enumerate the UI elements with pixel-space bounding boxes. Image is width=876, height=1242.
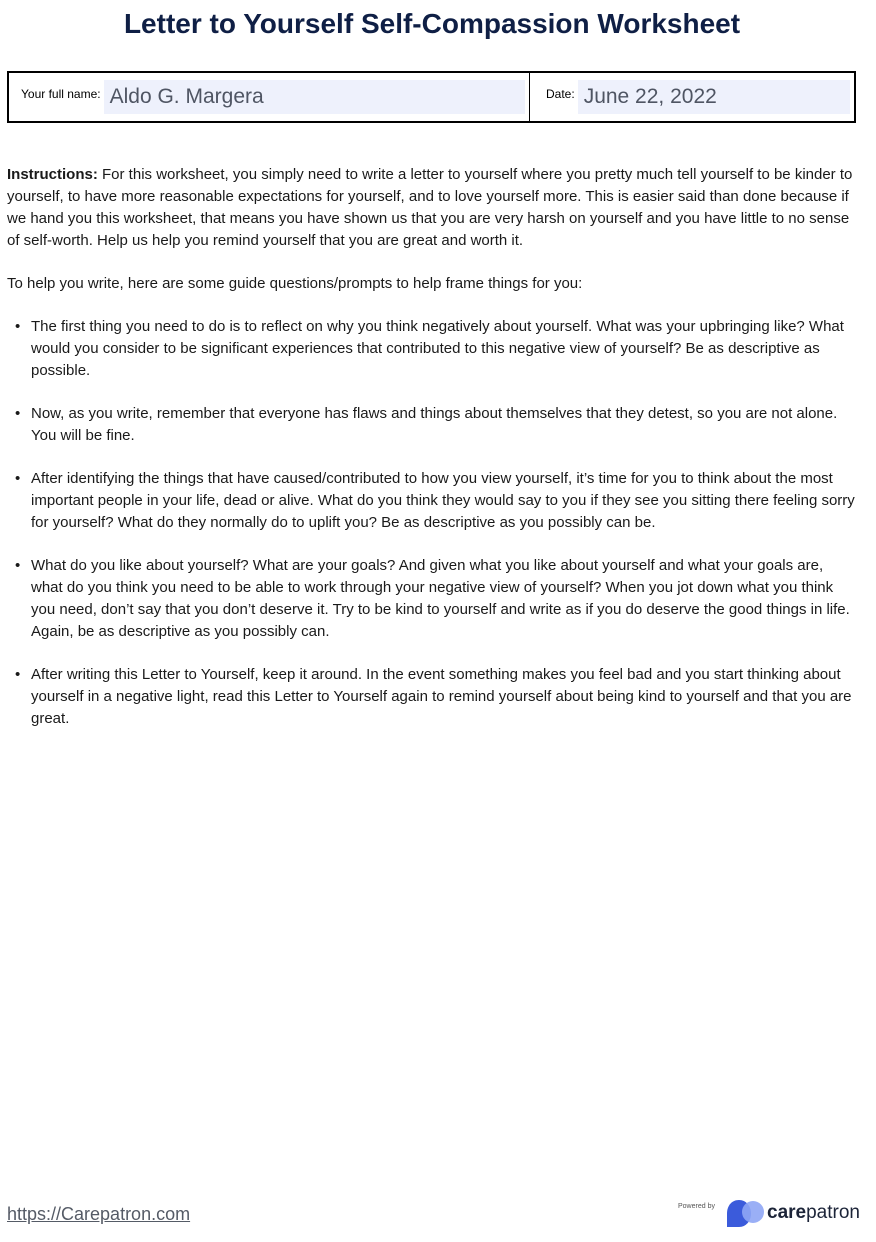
- prompt-text: The first thing you need to do is to reflect on why you think negatively about yourself. What was your upbringing like? What would you consider to be significant experiences that contributed to this negative view of yourself? Be as descriptive as possible.: [31, 318, 844, 379]
- prompt-text: What do you like about yourself? What are your goals? And given what you like about yourself and what your goals are, what do you think you need to be able to work through your negative view of yourself? When you jot down what you think you need, don’t say that you don’t deserve it. Try to be kind to yourself and write as if you do deserve the good things in life. Again, be as descriptive as you possibly can.: [31, 557, 850, 640]
- carepatron-logo-text: [767, 1202, 860, 1224]
- intro-paragraph: To help you write, here are some guide questions/prompts to help frame things for you:: [7, 275, 583, 292]
- prompt-text: Now, as you write, remember that everyone has flaws and things about themselves that they detest, so you are not alone. You will be fine.: [31, 405, 838, 444]
- date-cell: [530, 73, 854, 121]
- worksheet-body: [7, 164, 857, 751]
- prompt-list: [7, 316, 857, 730]
- instructions-label: Instructions:: [7, 166, 98, 183]
- list-item: [7, 403, 857, 447]
- bullet-icon: •: [15, 318, 21, 335]
- instructions-text: For this worksheet, you simply need to write a letter to yourself where you pretty much tell yourself to be kinder to yourself, to have more reasonable expectations for yourself, and to love yourself more. This is easier said than done because if we hand you this worksheet, that means you have shown us that you are very harsh on yourself and you have little to no sense of self-worth. Help us help you remind yourself that you are great and worth it.: [7, 166, 853, 249]
- list-item: [7, 468, 857, 534]
- prompt-text: After identifying the things that have caused/contributed to how you view yourself, it’s time for you to think about the most important people in your life, dead or alive. What do you think they would say to you if they see you sitting there feeling sorry for yourself? What do they normally do to uplift you? Be as descriptive as you possibly can be.: [31, 470, 855, 531]
- list-item: [7, 555, 857, 643]
- logo-text-patron: patron: [806, 1202, 860, 1223]
- page-title: Letter to Yourself Self-Compassion Worksheet: [123, 8, 741, 39]
- bullet-icon: •: [15, 405, 21, 422]
- carepatron-logo-icon: [727, 1200, 765, 1227]
- name-label: Your full name:: [21, 87, 101, 101]
- date-field[interactable]: June 22, 2022: [578, 80, 850, 114]
- name-cell: [9, 73, 530, 121]
- logo-text-care: care: [767, 1202, 807, 1223]
- bullet-icon: •: [15, 666, 21, 683]
- prompt-text: After writing this Letter to Yourself, keep it around. In the event something makes you feel bad and you start thinking about yourself in a negative light, read this Letter to Yourself again to remind yourself about being kind to yourself and that you are great.: [31, 666, 852, 727]
- instructions-paragraph: [7, 164, 857, 252]
- date-label: Date:: [546, 87, 575, 101]
- name-field[interactable]: Aldo G. Margera: [104, 80, 525, 114]
- carepatron-link[interactable]: https://Carepatron.com: [7, 1204, 191, 1224]
- bullet-icon: •: [15, 557, 21, 574]
- list-item: [7, 316, 857, 382]
- bullet-icon: •: [15, 470, 21, 487]
- powered-by-label: Powered by: [678, 1203, 715, 1210]
- list-item: [7, 664, 857, 730]
- info-table: [7, 71, 856, 123]
